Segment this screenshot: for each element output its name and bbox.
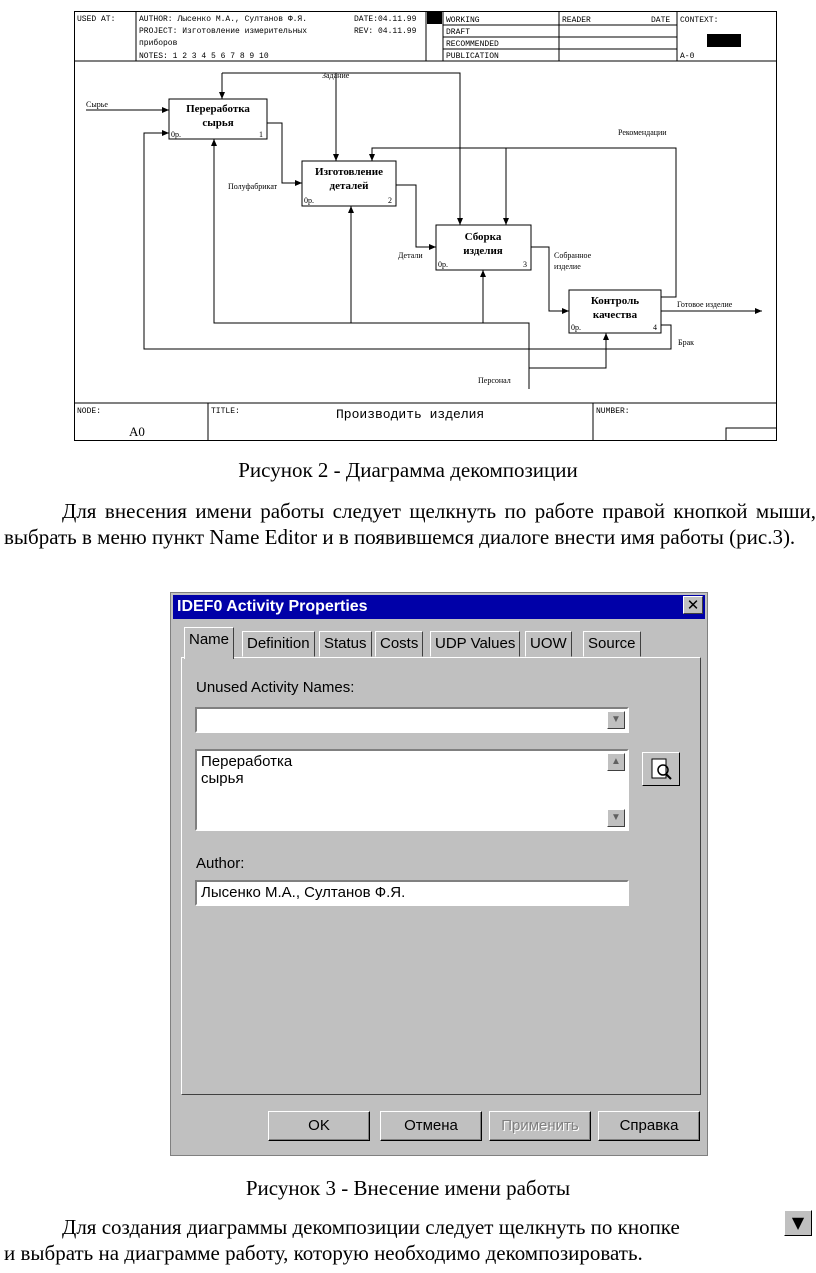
unused-names-combo[interactable] [195, 707, 629, 733]
a0-label: A-0 [680, 52, 695, 61]
box2-cost: 0р. [304, 196, 314, 205]
box4-cost: 0р. [571, 323, 581, 332]
node-value: A0 [129, 424, 145, 439]
arrow-rekomendacii-label: Рекомендации [618, 128, 667, 137]
box3-title1: Сборка [464, 231, 502, 243]
tab-status[interactable]: Status [319, 631, 372, 657]
box4-title1: Контроль [590, 295, 640, 307]
scroll-up-icon[interactable]: ▲ [607, 753, 625, 771]
arrow-syrye-label: Сырье [86, 100, 108, 109]
rev-label: REV: 04.11.99 [354, 27, 417, 36]
box4-title2: качества [592, 309, 638, 321]
box2-title1: Изготовление [315, 166, 383, 178]
author-label: Author: [196, 855, 245, 872]
box1-num: 1 [259, 130, 263, 139]
arrow-sobrannoe-label-2: изделие [554, 262, 581, 271]
idef0-activity-properties-dialog [170, 592, 708, 1156]
arrow-zadanie-label: Задание [322, 71, 350, 80]
date-label: DATE:04.11.99 [354, 15, 417, 24]
cancel-button[interactable]: Отмена [380, 1111, 482, 1141]
box1-cost: 0р. [171, 130, 181, 139]
publication-label: PUBLICATION [446, 52, 499, 61]
box2-num: 2 [388, 196, 392, 205]
working-label: WORKING [446, 16, 480, 25]
tab-name[interactable]: Name [184, 627, 234, 659]
box2-title2: деталей [329, 180, 369, 192]
arrow-gotovoe-label: Готовое изделие [677, 300, 733, 309]
figure-3-caption: Рисунок 3 - Внесение имени работы [245, 1176, 571, 1200]
notes-label: NOTES: 1 2 3 4 5 6 7 8 9 10 [139, 52, 269, 61]
ok-button[interactable]: OK [268, 1111, 370, 1141]
help-button[interactable]: Справка [598, 1111, 700, 1141]
project-label: PROJECT: Изготовление измерительных [139, 27, 308, 36]
tab-source[interactable]: Source [583, 631, 641, 657]
tab-costs[interactable]: Costs [375, 631, 423, 657]
box3-cost: 0р. [438, 260, 448, 269]
recommended-label: RECOMMENDED [446, 40, 499, 49]
author-label: AUTHOR: Лысенко М.А., Султанов Ф.Я. [139, 15, 308, 24]
paragraph-1: Для внесения имени работы следует щелкнуть по работе правой кнопкой мыши, выбрать в меню пункт Name Editor и в появившемся диалоге внести имя работы (рис.3). [4, 499, 816, 549]
project-label-2: приборов [139, 39, 178, 48]
chevron-down-icon[interactable]: ▼ [607, 711, 625, 729]
activity-name-line-2: сырья [201, 770, 244, 787]
tab-uow[interactable]: UOW [525, 631, 572, 657]
reader-label: READER [562, 16, 591, 25]
search-icon [643, 753, 679, 785]
box3-num: 3 [523, 260, 527, 269]
box4-num: 4 [653, 323, 657, 332]
search-button[interactable] [642, 752, 680, 786]
arrow-polufabrikat-label: Полуфабрикат [228, 182, 278, 191]
unused-names-label: Unused Activity Names: [196, 679, 355, 696]
arrow-detali-label: Детали [398, 251, 423, 260]
close-icon[interactable]: ✕ [683, 596, 703, 614]
node-label: NODE: [77, 407, 102, 416]
tab-udp-values[interactable]: UDP Values [430, 631, 520, 657]
box1-title2: сырья [202, 117, 234, 129]
number-label: NUMBER: [596, 407, 630, 416]
dialog-title: IDEF0 Activity Properties [177, 598, 368, 615]
scroll-down-icon[interactable]: ▼ [607, 809, 625, 827]
box1-title1: Переработка [186, 103, 250, 115]
idef0-diagram [74, 11, 777, 441]
arrow-brak-label: Брак [678, 338, 695, 347]
activity-name-textarea[interactable] [195, 749, 629, 831]
paragraph-2: Для создания диаграммы декомпозиции следует щелкнуть по кнопке [62, 1215, 680, 1239]
decompose-button-icon: ▼ [784, 1210, 812, 1236]
box3-title2: изделия [463, 245, 503, 257]
apply-button[interactable]: Применить [489, 1111, 591, 1141]
used-at-label: USED AT: [77, 15, 116, 24]
title-value: Производить изделия [336, 407, 485, 422]
title-label: TITLE: [211, 407, 240, 416]
context-label: CONTEXT: [680, 16, 719, 25]
arrow-personal-label: Персонал [478, 376, 511, 385]
draft-label: DRAFT [446, 28, 471, 37]
date2-label: DATE [651, 16, 671, 25]
author-field[interactable]: Лысенко М.А., Султанов Ф.Я. [195, 880, 629, 906]
paragraph-2b: и выбрать на диаграмме работу, которую необходимо декомпозировать. [4, 1241, 643, 1265]
activity-name-line-1: Переработка [201, 753, 293, 770]
figure-2-caption: Рисунок 2 - Диаграмма декомпозиции [238, 458, 578, 482]
tab-definition[interactable]: Definition [242, 631, 315, 657]
arrow-sobrannoe-label-1: Собранное [554, 251, 592, 260]
dialog-title-bar[interactable] [173, 595, 705, 619]
